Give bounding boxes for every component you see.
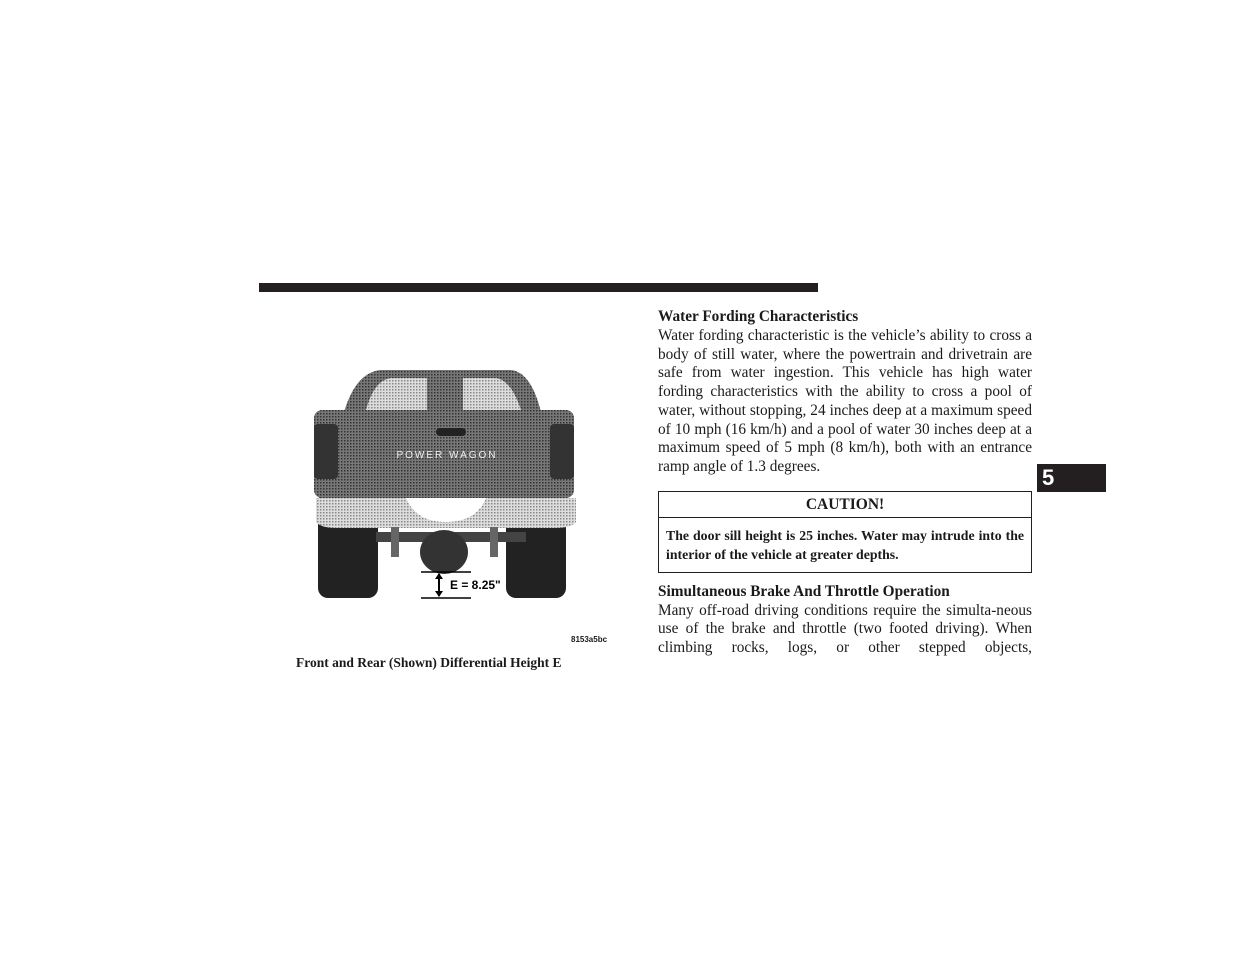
water-fording-body: Water fording characteristic is the vehicle’s ability to cross a body of still water, where the powertrain and drivetrain are safe from water ingestion. This vehicle has high water fording characteristics with the ability to cross a pool of water, without stopping, 24 inches deep at a maximum speed of 10 mph (16 km/h) and a pool of water 30 inches deep at a maximum speed of 5 mph (8 km/h), both with an entrance ramp angle of 1.3 degrees. [658, 326, 1032, 475]
text-column [658, 308, 1032, 658]
figure-caption: Front and Rear (Shown) Differential Height E [296, 655, 562, 670]
caution-text: The door sill height is 25 inches. Water may intrude into the interior of the vehicle at greater depths. [666, 527, 1024, 563]
measurement-label: E = 8.25" [450, 578, 501, 592]
truck-rear-illustration [296, 362, 616, 652]
caution-title: CAUTION! [659, 492, 1031, 518]
brake-throttle-heading: Simultaneous Brake And Throttle Operation [658, 582, 950, 600]
badge-text: POWER WAGON [396, 450, 498, 461]
header-rule [259, 283, 818, 292]
caution-box [658, 491, 1032, 573]
chapter-tab: 5 [1037, 464, 1106, 492]
figure-id: 8153a5bc [571, 635, 608, 644]
brake-throttle-body: Many off-road driving conditions require the simulta-neous use of the brake and throttle (two footed driving). When climbing rocks, logs, or other stepped objects, [658, 601, 1032, 656]
water-fording-heading: Water Fording Characteristics [658, 308, 859, 325]
